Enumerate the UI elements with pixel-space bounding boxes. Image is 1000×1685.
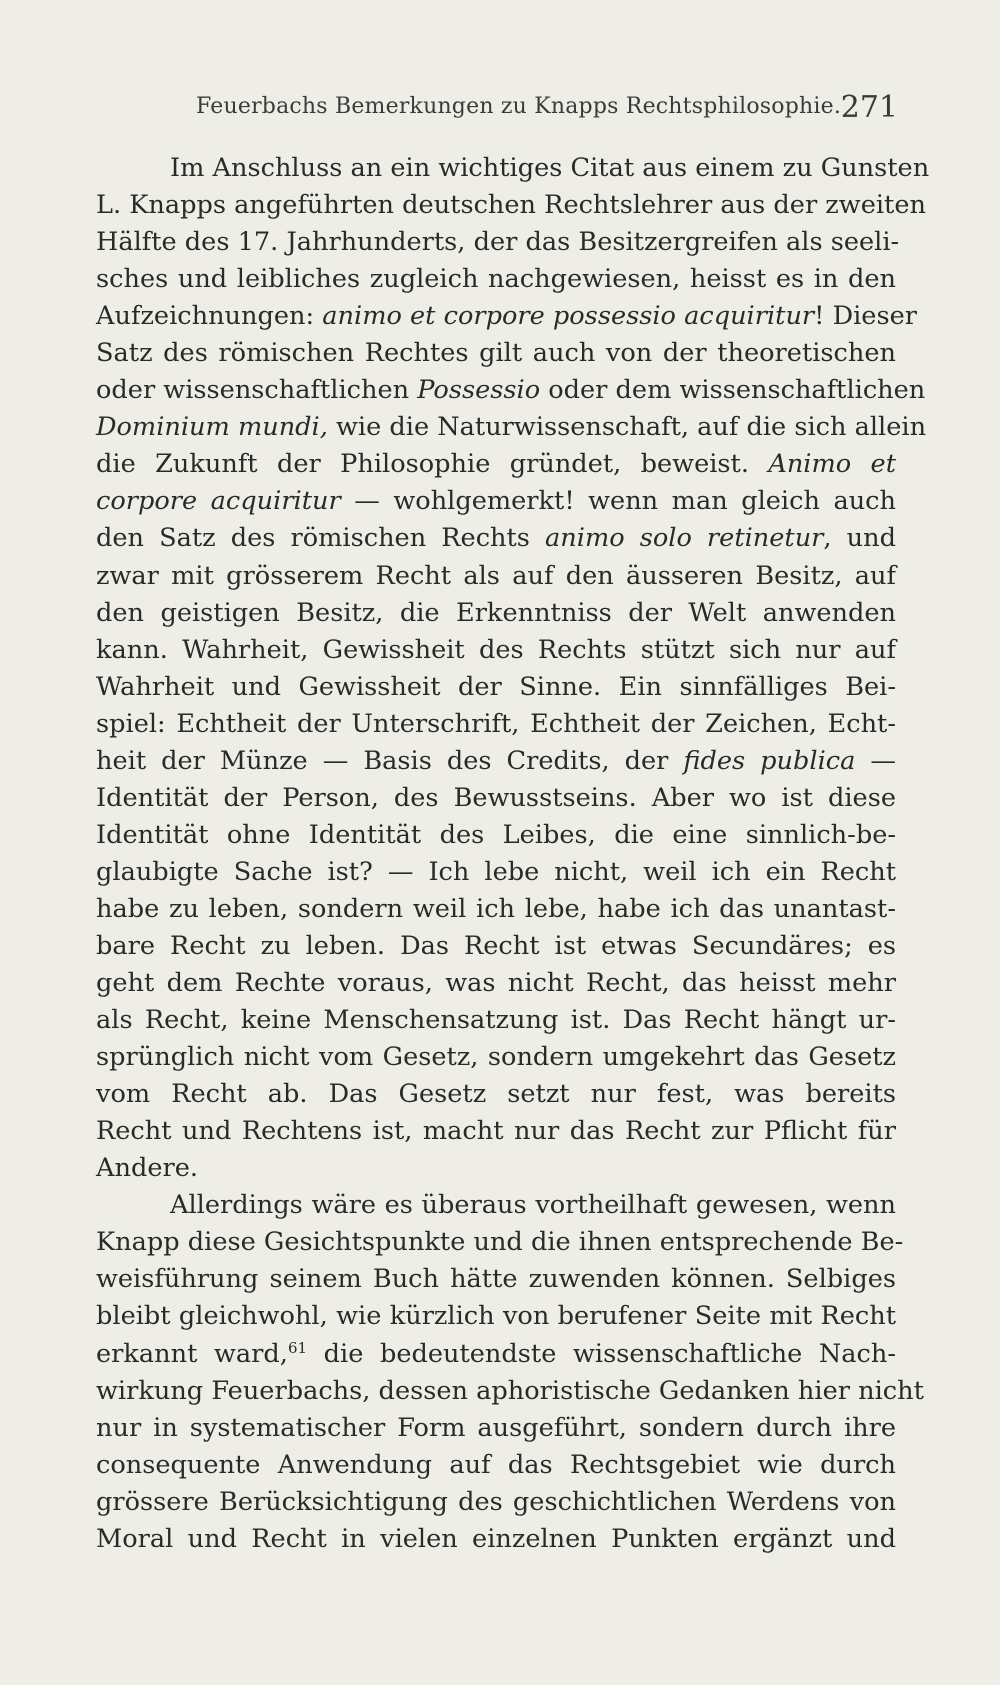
text-line: [96, 446, 896, 483]
text-line: sches und leibliches zugleich nachgewiesen, heisst es in den: [96, 264, 896, 295]
text-line: L. Knapps angeführten deutschen Rechtslehrer aus der zweiten: [96, 190, 926, 221]
text-line: Identität ohne Identität des Leibes, die eine sinnlich-be-: [96, 819, 896, 850]
text-segment: , und: [823, 523, 896, 554]
text-line: Moral und Recht in vielen einzelnen Punkten ergänzt und: [96, 1523, 896, 1554]
text-line: [96, 743, 896, 780]
page-number: 271: [840, 90, 898, 125]
text-line: glaubigte Sache ist? — Ich lebe nicht, weil ich ein Recht: [96, 856, 896, 887]
text-line: spiel: Echtheit der Unterschrift, Echtheit der Zeichen, Echt-: [96, 708, 896, 739]
text-line: Hälfte des 17. Jahrhunderts, der das Besitzergreifen als seeli-: [96, 227, 900, 258]
latin-phrase: animo solo retinetur: [545, 523, 824, 554]
text-line: Knapp diese Gesichtspunkte und die ihnen entsprechende Be-: [96, 1227, 904, 1258]
text-line: Satz des römischen Rechtes gilt auch von der theoretischen: [96, 338, 896, 369]
text-line: Andere.: [96, 1153, 199, 1184]
text-segment: den Satz des römischen Rechts: [96, 523, 546, 554]
text-line: habe zu leben, sondern weil ich lebe, habe ich das unantast-: [96, 893, 896, 924]
latin-phrase: Dominium mundi,: [96, 412, 328, 443]
text-line: wirkung Feuerbachs, dessen aphoristische Gedanken hier nicht: [96, 1375, 924, 1406]
text-line: vom Recht ab. Das Gesetz setzt nur fest, was bereits: [96, 1079, 896, 1110]
text-line: [96, 409, 927, 446]
text-segment: oder wissenschaftlichen: [96, 375, 418, 406]
text-line: nur in systematischer Form ausgeführt, sondern durch ihre: [96, 1412, 896, 1443]
text-line: consequente Anwendung auf das Rechtsgebiet wie durch: [96, 1449, 896, 1480]
text-line: geht dem Rechte voraus, was nicht Recht, das heisst mehr: [96, 968, 896, 999]
running-head: Feuerbachs Bemerkungen zu Knapps Rechtsphilosophie.: [196, 94, 842, 119]
text-segment: die Zukunft der Philosophie gründet, beweist.: [96, 449, 769, 480]
text-segment: die bedeutendste wissenschaftliche Nach-: [307, 1338, 896, 1369]
text-line: [96, 372, 926, 409]
text-segment: heit der Münze — Basis des Credits, der: [96, 745, 684, 776]
text-line: Im Anschluss an ein wichtiges Citat aus einem zu Gunsten: [170, 153, 930, 183]
text-line: Wahrheit und Gewissheit der Sinne. Ein sinnfälliges Bei-: [96, 671, 896, 702]
latin-phrase: animo et corpore possessio acquiritur: [322, 301, 815, 332]
text-segment: ! Dieser: [814, 301, 917, 332]
text-line: den geistigen Besitz, die Erkenntniss der Welt anwenden: [96, 597, 896, 628]
text-line: Identität der Person, des Bewusstseins. Aber wo ist diese: [96, 782, 896, 813]
text-line: sprünglich nicht vom Gesetz, sondern umgekehrt das Gesetz: [96, 1042, 896, 1073]
text-line: Allerdings wäre es überaus vortheilhaft gewesen, wenn: [170, 1190, 896, 1221]
latin-phrase: Possessio: [417, 375, 541, 406]
latin-phrase: Animo et: [768, 449, 896, 480]
text-line: bare Recht zu leben. Das Recht ist etwas Secundäres; es: [96, 930, 896, 961]
text-line: [96, 520, 896, 557]
text-segment: —: [855, 745, 896, 776]
page-header: [196, 88, 904, 128]
text-line: [96, 1336, 896, 1373]
text-line: kann. Wahrheit, Gewissheit des Rechts stützt sich nur auf: [96, 634, 896, 665]
text-line: [96, 298, 917, 335]
text-line: [96, 483, 896, 520]
text-segment: oder dem wissenschaftlichen: [540, 375, 926, 406]
text-line: als Recht, keine Menschensatzung ist. Das Recht hängt ur-: [96, 1005, 896, 1036]
text-segment: erkannt ward,: [96, 1338, 288, 1369]
text-line: Recht und Rechtens ist, macht nur das Recht zur Pflicht für: [96, 1116, 896, 1147]
body-text: [96, 150, 930, 1558]
latin-phrase: fides publica: [683, 745, 856, 776]
footnote-reference: 61: [287, 1338, 308, 1357]
text-line: grössere Berücksichtigung des geschichtlichen Werdens von: [96, 1486, 896, 1517]
text-segment: Aufzeichnungen:: [96, 301, 323, 332]
text-line: zwar mit grösserem Recht als auf den äusseren Besitz, auf: [96, 560, 896, 591]
latin-phrase: corpore acquiritur: [96, 486, 341, 517]
text-line: bleibt gleichwohl, wie kürzlich von berufener Seite mit Recht: [96, 1301, 896, 1332]
text-segment: wie die Naturwissenschaft, auf die sich allein: [327, 412, 927, 443]
text-segment: — wohlgemerkt! wenn man gleich auch: [340, 486, 896, 517]
text-line: weisführung seinem Buch hätte zuwenden können. Selbiges: [96, 1264, 896, 1295]
